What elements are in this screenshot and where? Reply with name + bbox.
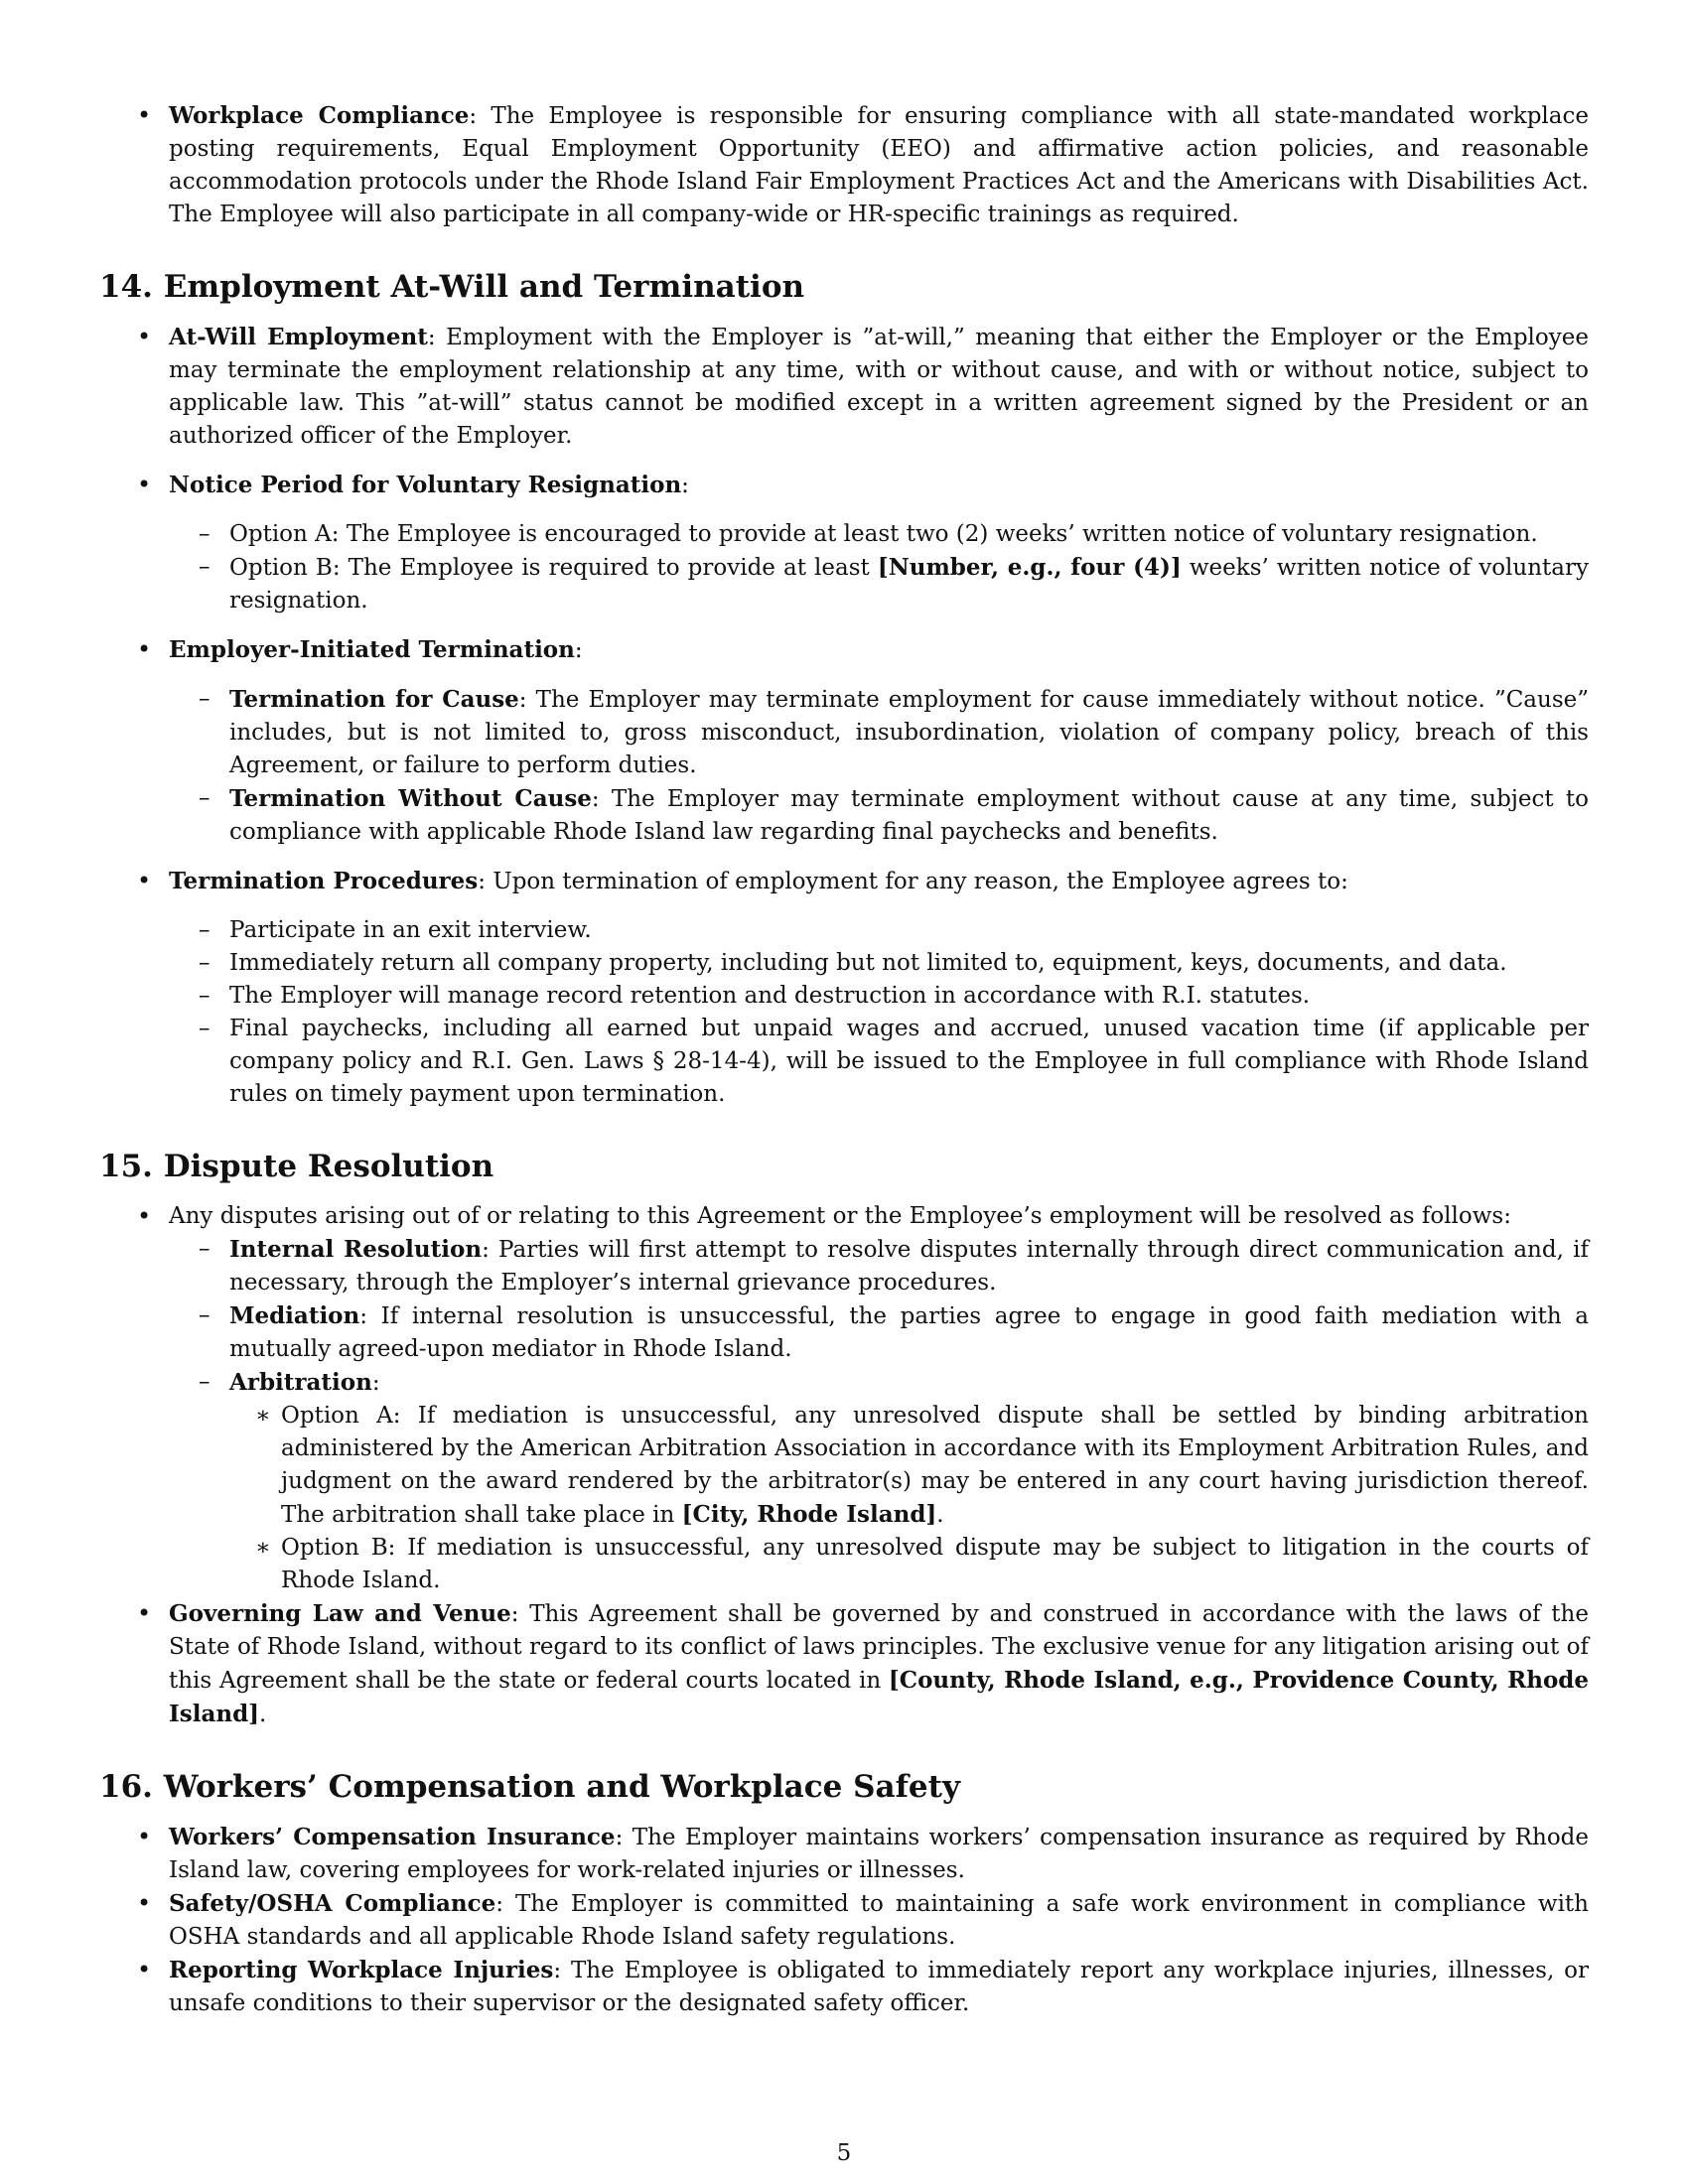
list-item [99,1887,1589,1954]
list-item: • Employer-Initiated Termination: – Termination for Cause: The Employer may terminate employment for cause immediately without notice. ”Cause” includes, but is not limited to, gross misconduct, insubordination, violation of company policy, breach of this Agreement, or failure to perform duties. – Termination Without Cause: The Employer may terminate employment without cause at any time, subject to compliance with applicable Rhode Island law regarding final paychecks and benefits. [99,633,1589,849]
placeholder-field: [Number, e.g., four (4)] [877,554,1182,581]
item-text: : Upon termination of employment for any reason, the Employee agrees to: [478,869,1348,894]
section-15-list [99,1200,1589,1731]
item-text: : Employment with the Employer is ”at-will,” meaning that either the Employer or the Employee may terminate the employment relationship at any time, with or without cause, and with or without notice, subject to applicable law. This ”at-will” status cannot be modified except in a written agreement signed by the President or an authorized officer of the Employer. [169,325,1589,449]
item-title: Internal Resolution [229,1236,483,1263]
list-item: – The Employer will manage record retention and destruction in accordance with R.I. statutes. [169,980,1589,1013]
item-title: Employer-Initiated Termination [169,636,575,663]
termination-procedures [169,914,1589,1111]
list-item: – Participate in an exit interview. [169,914,1589,947]
list-item: – Option B: The Employee is required to provide at least [Number, e.g., four (4)] weeks’ written notice of voluntary resignation. [169,551,1589,617]
item-text: : The Employer may terminate employment for cause immediately without notice. ”Cause” includes, but is not limited to, gross misconduct, insubordination, violation of company policy, breach of this Agreement, or failure to perform duties. [229,687,1590,778]
section-heading: 15. Dispute Resolution [99,1149,494,1184]
item-text: – Option A: The Employee is encouraged to provide at least two (2) weeks’ written notice of voluntary resignation. [229,521,1538,547]
list-item [99,1821,1589,1887]
item-title: Workplace Compliance [169,102,470,129]
list-item [99,99,1589,231]
item-title: Workers’ Compensation Insurance [169,1824,616,1850]
list-item: – Final paychecks, including all earned but unpaid wages and accrued, unused vacation time (if applicable per company policy and R.I. Gen. Laws § 28-14-4), will be issued to the Employee in full compliance with Rhode Island rules on timely payment upon termination. [169,1013,1589,1111]
item-title: Arbitration [229,1369,372,1396]
placeholder-field: [City, Rhode Island] [681,1501,937,1528]
list-item: – Arbitration: ∗ Option A: If mediation is unsuccessful, any unresolved dispute shall be settled by binding arbitration administered by the American Arbitration Association in accordance with its Employment Arbitration Rules, and judgment on the award rendered by the arbitrator(s) may be entered in any court having jurisdiction thereof. The arbitration shall take place in [City, Rhode Island]. ∗ Option B: If mediation is unsuccessful, any unresolved dispute may be subject to litigation in the courts of Rhode Island. [169,1366,1589,1597]
item-title: Reporting Workplace Injuries [169,1957,554,1983]
list-item [99,865,1589,1111]
item-text: : Parties will first attempt to resolve disputes internally through direct communication and, if necessary, through the Employer’s internal grievance procedures. [229,1237,1589,1296]
item-title: Notice Period for Voluntary Resignation [169,472,682,498]
list-item: ∗ Option A: If mediation is unsuccessful, any unresolved dispute shall be settled by binding arbitration administered by the American Arbitration Association in accordance with its Employment Arbitration Rules, and judgment on the award rendered by the arbitrator(s) may be entered in any court having jurisdiction thereof. The arbitration shall take place in [City, Rhode Island]. [229,1400,1589,1532]
item-text: : The Employer maintains workers’ compensation insurance as required by Rhode Island law, covering employees for work-related injuries or illnesses. [169,1825,1589,1883]
item-text: : This Agreement shall be governed by and construed in accordance with the laws of the State of Rhode Island, without regard to its conflict of laws principles. The exclusive venue for any litigation arising out of this Agreement shall be the state or federal courts located in [169,1601,1589,1694]
section-heading: 14. Employment At-Will and Termination [99,269,805,305]
item-title: Termination for Cause [229,686,519,713]
termination-types [169,683,1589,849]
list-item [169,782,1589,849]
dispute-steps [169,1233,1589,1597]
list-item: • Governing Law and Venue: This Agreement shall be governed by and construed in accordance with the laws of the State of Rhode Island, without regard to its conflict of laws principles. The exclusive venue for any litigation arising out of this Agreement shall be the state or federal courts located in [County, Rhode Island, e.g., Providence County, Rhode Island]. [99,1597,1589,1731]
list-item [99,1954,1589,2020]
list-item: ∗ Option B: If mediation is unsuccessful, any unresolved dispute may be subject to litigation in the courts of Rhode Island. [229,1532,1589,1597]
item-title: At-Will Employment [169,324,428,350]
section-13-list [99,99,1589,231]
item-title: Termination Procedures [169,868,479,894]
item-title: Termination Without Cause [229,785,592,812]
item-text: : If internal resolution is unsuccessful, the parties agree to engage in good faith mediation with a mutually agreed-upon mediator in Rhode Island. [229,1303,1589,1362]
item-title: Safety/OSHA Compliance [169,1890,496,1917]
item-title: Governing Law and Venue [169,1600,511,1627]
list-item [169,1299,1589,1366]
item-text: : The Employee is responsible for ensuring compliance with all state-mandated workplace posting requirements, Equal Employment Opportunity (EEO) and affirmative action policies, and reasonable accommodation protocols under the Rhode Island Fair Employment Practices Act and the Americans with Disabilities Act. The Employee will also participate in all company-wide or HR-specific trainings as required. [169,103,1589,227]
list-item: – Immediately return all company property, including but not limited to, equipment, keys, documents, and data. [169,947,1589,980]
item-text: • Any disputes arising out of or relating to this Agreement or the Employee’s employment will be resolved as follows: [169,1203,1511,1229]
arbitration-options [229,1400,1589,1597]
placeholder-field: [County, Rhode Island, e.g., Providence County, Rhode Island] [169,1667,1589,1727]
section-16-list [99,1821,1589,2020]
item-text: : The Employer is committed to maintaining a safe work environment in compliance with OSHA standards and all applicable Rhode Island safety regulations. [169,1891,1589,1950]
item-text: : The Employer may terminate employment without cause at any time, subject to compliance with applicable Rhode Island law regarding final paychecks and benefits. [229,786,1589,845]
page-number: 5 [836,2140,852,2166]
item-title: Mediation [229,1302,360,1329]
list-item [169,518,1589,551]
section-heading: 16. Workers’ Compensation and Workplace Safety [99,1769,960,1805]
list-item [99,1200,1589,1597]
list-item [169,683,1589,782]
list-item [169,1233,1589,1299]
page-content [99,99,1589,2020]
notice-options [169,518,1589,617]
section-14-list [99,321,1589,1111]
item-text: : The Employee is obligated to immediately report any workplace injuries, illnesses, or unsafe conditions to their supervisor or the designated safety officer. [169,1958,1589,2016]
list-item [99,321,1589,453]
list-item: • Notice Period for Voluntary Resignation: – Option A: The Employee is encouraged to provide at least two (2) weeks’ written notice of voluntary resignation. – Option B: The Employee is required to provide at least [Number, e.g., four (4)] weeks’ written notice of voluntary resignation. [99,469,1589,617]
